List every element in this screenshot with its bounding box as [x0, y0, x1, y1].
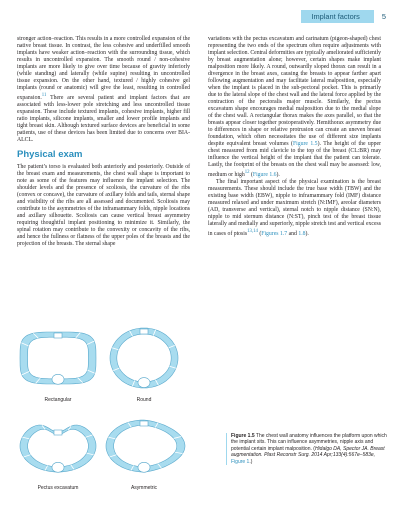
running-header — [301, 10, 386, 23]
vertebra-shape — [138, 462, 150, 472]
paragraph: The final important aspect of the physical examination is the breast measurements. These should include the true base width (TBW) and the existing base width (EBW), nipple to inframammary fold (IMF) distance measured relaxed and under maximum stretch (N:IMF), areolar diameters (AD, transverse and vertical), sternal notch to nipple distance (SN:N), nipple to mid sternum distance (N:ST), pinch test of the breast tissue laterally and medially and superiorly, nipple stretch test and vertical excess in cases of ptosis$^{13,14}$ (Figures 1.7 and 1.8). — [208, 179, 381, 238]
figure-link[interactable]: Figures 1.7 — [261, 231, 288, 238]
paragraph: stronger action–reaction. This results in a more controlled expansion of the native breast tissue. In contrast, the less cohesive and underfilled smooth implants have weaker action–reaction with the surrounding tissue, which results in uncontrolled expansion. The smooth round / non-cohesive implants are more likely to give over time because of gravity inferiorly (while standing) and laterally (while supine) resulting in uncontrolled tissue expansion. On the other hand, textured / highly cohesive gel implants (round or anatomic) will give the least, resulting in controlled expansion.$^{11}$ There are several patient and implant factors that are associated with less-lower pole stretching and less uncontrolled tissue expansion. These include textured implants, cohesive implants, higher fill ratio implants, silicone implants, smaller and lower profile implants and tight breast skin. Although textured surface devices are beneficial in some patients, use of these devices has been limited due to concerns over BIA-ALCL. — [17, 36, 190, 144]
sternum-shape — [140, 421, 148, 426]
figure-label: Pectus excavatum — [37, 485, 79, 491]
sternum-shape — [140, 329, 148, 334]
pectus-excavatum-chest-diagram — [20, 425, 96, 472]
sternum-shape — [54, 430, 62, 435]
figure-link[interactable]: 1.8 — [298, 231, 306, 238]
round-chest-diagram — [110, 328, 178, 388]
right-column — [208, 36, 381, 238]
chest-wall-figure — [16, 316, 186, 492]
vertebra-shape — [52, 462, 64, 472]
vertebra-shape — [138, 378, 150, 388]
chest-wall-diagrams — [16, 316, 186, 492]
figure-link[interactable]: Figure 1 — [231, 458, 250, 465]
figure-caption: Figure 1.5 The chest wall anatomy influences the platform upon which the implant sits. This can influence asymmetries, nipple axis and potential certain implant malposition. (Hidalgo DA, Spector JA. Breast augmentation. Plast Reconstr Surg. 2014 Apr;133(4):567e–583e, Figure 1.) — [226, 433, 387, 465]
paragraph: The patient’s torso is evaluated both anteriorly and posteriorly. Outside of the breast exam and measurements, the chest wall shape is important to note as some of the features may influence the implant selection. The shoulder levels and the presence of scoliosis, the curvature of the ribs (convex or concave), the curvature of axillary folds and tails, sternal shape and visibility of the ribs are all assessed and documented. Scoliosis may contribute to the asymmetries of the inframammary folds, nipple locations and axillary silhouette. Scoliosis can cause vertical breast asymmetry requiring thoughtful implant positioning to minimize it. Similarly, the spinal rotation may contribute to the convexity or concavity of the ribs, and hence the fullness or flatness of the upper poles of the breasts and the projection of the breasts. The sternal shape — [17, 164, 190, 248]
figure-label: Asymmetric — [130, 485, 158, 491]
running-title: Implant factors — [301, 10, 373, 23]
figure-link[interactable]: Figure 1.5 — [292, 141, 318, 148]
vertebra-shape — [52, 374, 64, 384]
figure-label: Rectangular — [44, 397, 72, 403]
figure-label: Round — [136, 397, 152, 403]
section-heading: Physical exam — [17, 149, 83, 161]
page-number: 5 — [381, 12, 386, 21]
paragraph: variations with the pectus excavatum and carinatum (pigeon-shaped) chest representing the two ends of the spectrum often require adjustments with implant selection. Central deformities are typically ameliorated sufficiently by breast augmentation alone; however, certain shapes make implant malposition more likely. A round, outwardly sloped thorax can result in a divergence in the breast axes, causing the breasts to appear farther apart following augmentation and may facilitate lateral malposition, especially when the implant is placed in the sub-pectoral pocket. This is primarily due to the lateral slope of the chest wall and the lateral force applied by the contraction of the pectoralis major muscle. Similarly, the pectus excavatum shape encourages medial malposition due to the medial slope of the chest wall. A rectangular thorax makes the axes parallel, so that the breasts appear closer together postoperatively. Hemithorax asymmetry due to differences in shape or relative protrusion can create an uneven breast foundation, which often necessitates the use of different size implants despite equivalent breast volumes (Figure 1.5). The height of the upper chest measured from mid clavicle to the top of the breast (CL:BR) may influence the vertical height of the implant that the patient can tolerate. Lastly, the footprint of the breasts on the chest wall may be assessed: low, medium or high$^{12}$ (Figure 1.6). — [208, 36, 382, 179]
rectangular-chest-diagram — [20, 332, 96, 384]
sternum-shape — [54, 333, 62, 338]
left-column — [17, 36, 190, 248]
asymmetric-chest-diagram — [106, 420, 185, 472]
figure-link[interactable]: Figure 1.6 — [252, 172, 277, 179]
